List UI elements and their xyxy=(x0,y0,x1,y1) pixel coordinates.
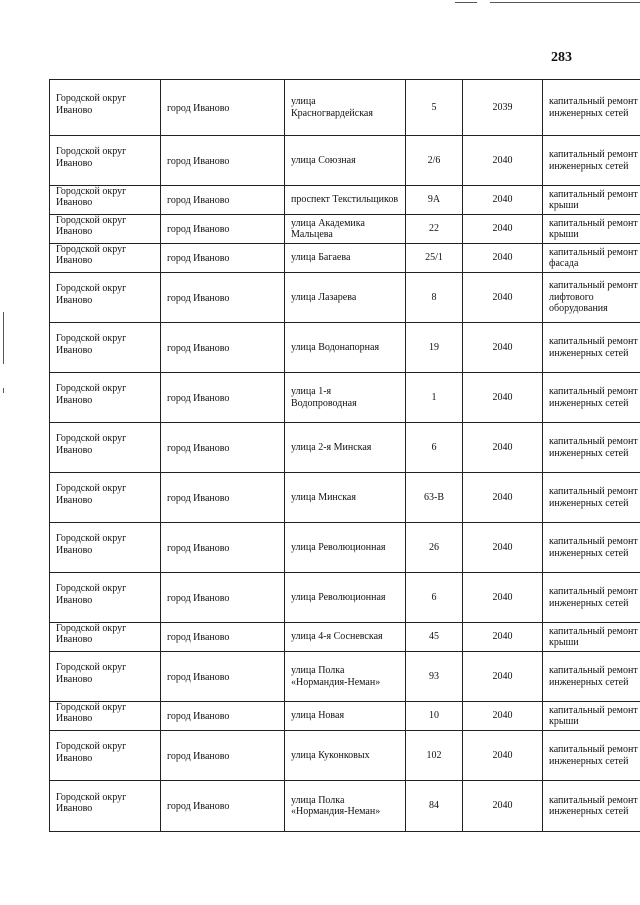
city-cell: город Иваново xyxy=(161,323,285,373)
city-cell: город Иваново xyxy=(161,80,285,136)
district-cell: Городской округ Иваново xyxy=(50,623,161,652)
street-cell: улица Красногвардейская xyxy=(285,80,406,136)
work-type-cell: капитальный ремонт фасада xyxy=(543,244,640,273)
table-row xyxy=(50,323,640,373)
city-cell: город Иваново xyxy=(161,731,285,781)
table-row xyxy=(50,573,640,623)
city-cell: город Иваново xyxy=(161,373,285,423)
table-row xyxy=(50,186,640,215)
page-number: 283 xyxy=(551,50,572,65)
house-cell: 10 xyxy=(406,702,463,731)
street-cell: улица Багаева xyxy=(285,244,406,273)
district-cell: Городской округ Иваново xyxy=(50,273,161,323)
table-row xyxy=(50,781,640,832)
house-cell: 19 xyxy=(406,323,463,373)
street-cell: проспект Текстильщиков xyxy=(285,186,406,215)
work-type-cell: капитальный ремонт крыши xyxy=(543,215,640,244)
city-cell: город Иваново xyxy=(161,186,285,215)
year-cell: 2040 xyxy=(463,273,543,323)
year-cell: 2040 xyxy=(463,423,543,473)
city-cell: город Иваново xyxy=(161,423,285,473)
work-type-cell: капитальный ремонт инженерных сетей xyxy=(543,473,640,523)
district-cell: Городской округ Иваново xyxy=(50,323,161,373)
year-cell: 2040 xyxy=(463,473,543,523)
year-cell: 2040 xyxy=(463,373,543,423)
street-cell: улица Куконковых xyxy=(285,731,406,781)
house-cell: 5 xyxy=(406,80,463,136)
year-cell: 2040 xyxy=(463,244,543,273)
year-cell: 2040 xyxy=(463,323,543,373)
work-type-cell: капитальный ремонт инженерных сетей xyxy=(543,423,640,473)
work-type-cell: капитальный ремонт крыши xyxy=(543,702,640,731)
year-cell: 2039 xyxy=(463,80,543,136)
house-cell: 45 xyxy=(406,623,463,652)
table-row xyxy=(50,623,640,652)
street-cell: улица Новая xyxy=(285,702,406,731)
city-cell: город Иваново xyxy=(161,652,285,702)
work-type-cell: капитальный ремонт крыши xyxy=(543,186,640,215)
house-cell: 25/1 xyxy=(406,244,463,273)
work-type-cell: капитальный ремонт инженерных сетей xyxy=(543,573,640,623)
house-cell: 93 xyxy=(406,652,463,702)
work-type-cell: капитальный ремонт инженерных сетей xyxy=(543,373,640,423)
table-row xyxy=(50,731,640,781)
work-type-cell: капитальный ремонт инженерных сетей xyxy=(543,731,640,781)
district-cell: Городской округ Иваново xyxy=(50,136,161,186)
city-cell: город Иваново xyxy=(161,523,285,573)
house-cell: 6 xyxy=(406,573,463,623)
year-cell: 2040 xyxy=(463,523,543,573)
street-cell: улица Полка «Нормандия-Неман» xyxy=(285,781,406,832)
scan-artifact-top xyxy=(455,2,477,3)
work-type-cell: капитальный ремонт инженерных сетей xyxy=(543,323,640,373)
city-cell: город Иваново xyxy=(161,702,285,731)
street-cell: улица Водонапорная xyxy=(285,323,406,373)
table-row xyxy=(50,80,640,136)
year-cell: 2040 xyxy=(463,623,543,652)
city-cell: город Иваново xyxy=(161,273,285,323)
table-row xyxy=(50,136,640,186)
house-cell: 22 xyxy=(406,215,463,244)
city-cell: город Иваново xyxy=(161,473,285,523)
street-cell: улица 1-я Водопроводная xyxy=(285,373,406,423)
city-cell: город Иваново xyxy=(161,215,285,244)
table-row xyxy=(50,423,640,473)
district-cell: Городской округ Иваново xyxy=(50,244,161,273)
house-cell: 9А xyxy=(406,186,463,215)
house-cell: 26 xyxy=(406,523,463,573)
work-type-cell: капитальный ремонт инженерных сетей xyxy=(543,781,640,832)
city-cell: город Иваново xyxy=(161,136,285,186)
house-cell: 2/6 xyxy=(406,136,463,186)
street-cell: улица Лазарева xyxy=(285,273,406,323)
year-cell: 2040 xyxy=(463,781,543,832)
district-cell: Городской округ Иваново xyxy=(50,523,161,573)
house-cell: 6 xyxy=(406,423,463,473)
street-cell: улица Минская xyxy=(285,473,406,523)
year-cell: 2040 xyxy=(463,186,543,215)
table-row xyxy=(50,273,640,323)
table-row xyxy=(50,215,640,244)
year-cell: 2040 xyxy=(463,136,543,186)
house-cell: 1 xyxy=(406,373,463,423)
work-type-cell: капитальный ремонт инженерных сетей xyxy=(543,80,640,136)
scan-artifact-left xyxy=(3,388,4,393)
table-row xyxy=(50,652,640,702)
work-type-cell: капитальный ремонт крыши xyxy=(543,623,640,652)
year-cell: 2040 xyxy=(463,652,543,702)
district-cell: Городской округ Иваново xyxy=(50,652,161,702)
district-cell: Городской округ Иваново xyxy=(50,781,161,832)
district-cell: Городской округ Иваново xyxy=(50,423,161,473)
register-table-body xyxy=(50,80,640,832)
year-cell: 2040 xyxy=(463,573,543,623)
street-cell: улица Полка «Нормандия-Неман» xyxy=(285,652,406,702)
house-cell: 102 xyxy=(406,731,463,781)
street-cell: улица Революционная xyxy=(285,523,406,573)
district-cell: Городской округ Иваново xyxy=(50,573,161,623)
street-cell: улица Академика Мальцева xyxy=(285,215,406,244)
work-type-cell: капитальный ремонт инженерных сетей xyxy=(543,652,640,702)
street-cell: улица Союзная xyxy=(285,136,406,186)
year-cell: 2040 xyxy=(463,215,543,244)
work-type-cell: капитальный ремонт инженерных сетей xyxy=(543,136,640,186)
table-row xyxy=(50,473,640,523)
district-cell: Городской округ Иваново xyxy=(50,473,161,523)
street-cell: улица Революционная xyxy=(285,573,406,623)
scan-artifact-top xyxy=(490,2,640,3)
table-row xyxy=(50,244,640,273)
city-cell: город Иваново xyxy=(161,244,285,273)
work-type-cell: капитальный ремонт лифтового оборудования xyxy=(543,273,640,323)
year-cell: 2040 xyxy=(463,731,543,781)
district-cell: Городской округ Иваново xyxy=(50,186,161,215)
district-cell: Городской округ Иваново xyxy=(50,373,161,423)
house-cell: 8 xyxy=(406,273,463,323)
city-cell: город Иваново xyxy=(161,623,285,652)
district-cell: Городской округ Иваново xyxy=(50,215,161,244)
year-cell: 2040 xyxy=(463,702,543,731)
scan-artifact-left xyxy=(3,312,4,364)
house-cell: 63-В xyxy=(406,473,463,523)
work-type-cell: капитальный ремонт инженерных сетей xyxy=(543,523,640,573)
street-cell: улица 4-я Сосневская xyxy=(285,623,406,652)
city-cell: город Иваново xyxy=(161,781,285,832)
street-cell: улица 2-я Минская xyxy=(285,423,406,473)
city-cell: город Иваново xyxy=(161,573,285,623)
house-cell: 84 xyxy=(406,781,463,832)
table-row xyxy=(50,373,640,423)
district-cell: Городской округ Иваново xyxy=(50,731,161,781)
register-table xyxy=(49,79,640,832)
table-row xyxy=(50,523,640,573)
district-cell: Городской округ Иваново xyxy=(50,80,161,136)
district-cell: Городской округ Иваново xyxy=(50,702,161,731)
table-row xyxy=(50,702,640,731)
